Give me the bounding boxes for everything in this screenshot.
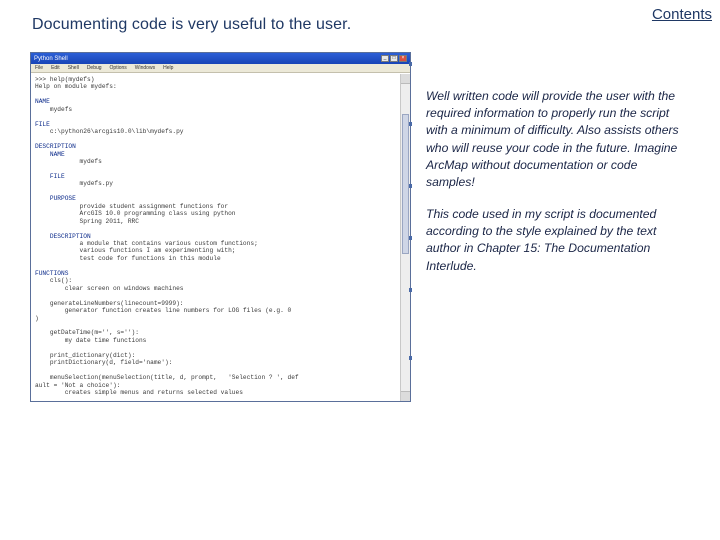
shell-line: NAME bbox=[35, 150, 65, 158]
shell-line bbox=[35, 225, 396, 232]
shell-line: mydefs bbox=[35, 105, 73, 113]
shell-line bbox=[35, 136, 396, 143]
shell-line: FILE bbox=[35, 172, 65, 180]
contents-link[interactable]: Contents bbox=[651, 6, 712, 23]
shell-line bbox=[35, 367, 396, 374]
minimize-icon: _ bbox=[381, 55, 389, 62]
shell-line: FILE bbox=[35, 120, 50, 128]
shell-line: DESCRIPTION bbox=[35, 232, 91, 240]
shell-line: FUNCTIONS bbox=[35, 269, 69, 277]
shell-line: my date time functions bbox=[35, 336, 147, 344]
edge-mark bbox=[409, 288, 412, 292]
shell-line: mydefs.py bbox=[35, 180, 113, 188]
shell-line: various functions I am experimenting with; bbox=[35, 247, 236, 255]
paragraph-documentation-benefits: Well written code will provide the user with the required information to properly run the script with a minimum of difficulty. Also assists others who will reuse your code in the future. Imagine ArcMap without documentation or code samples! bbox=[426, 89, 679, 190]
background-window-edge bbox=[409, 56, 413, 396]
shell-line bbox=[35, 113, 396, 120]
shell-line: clear screen on windows machines bbox=[35, 284, 184, 292]
edge-mark bbox=[409, 122, 412, 126]
shell-line: ) bbox=[35, 314, 39, 322]
window-controls bbox=[381, 55, 407, 62]
shell-window-title: Python Shell bbox=[34, 55, 68, 62]
shell-line bbox=[35, 165, 396, 172]
edge-mark bbox=[409, 184, 412, 188]
shell-line: printDictionary(d, field='name'): bbox=[35, 359, 173, 367]
shell-line: ArcGIS 10.0 programming class using python bbox=[35, 210, 236, 218]
shell-line: creates simple menus and returns selected values bbox=[35, 389, 243, 397]
shell-line: Spring 2011, RRC bbox=[35, 217, 139, 225]
shell-output bbox=[31, 74, 400, 401]
maximize-icon: □ bbox=[390, 55, 398, 62]
shell-line: menuSelection(menuSelection(title, d, prompt, 'Selection ? ', def bbox=[35, 374, 299, 382]
edge-mark bbox=[409, 236, 412, 240]
shell-line bbox=[35, 188, 396, 195]
shell-line: a module that contains various custom functions; bbox=[35, 239, 258, 247]
shell-menu-item: Help bbox=[163, 65, 174, 71]
shell-titlebar bbox=[31, 53, 410, 64]
shell-line: cls(): bbox=[35, 277, 73, 285]
shell-menu-item: Windows bbox=[134, 65, 156, 71]
paragraph-documentation-style: This code used in my script is documented according to the style explained by the text author in Chapter 15: The Documentation Interlude. bbox=[426, 207, 657, 273]
shell-line: mydefs bbox=[35, 157, 102, 165]
edge-mark bbox=[409, 356, 412, 360]
shell-line: DESCRIPTION bbox=[35, 143, 76, 151]
shell-line bbox=[35, 262, 396, 269]
shell-menubar bbox=[31, 64, 410, 73]
shell-menu-item: Shell bbox=[67, 65, 79, 71]
shell-line: provide student assignment functions for bbox=[35, 202, 229, 210]
shell-line: PURPOSE bbox=[35, 195, 76, 203]
shell-line: print_dictionary(dict): bbox=[35, 351, 136, 359]
shell-line bbox=[35, 91, 396, 98]
shell-line: c:\python26\arcgis10.0\lib\mydefs.py bbox=[35, 128, 184, 136]
shell-line: generateLineNumbers(linecount=9999): bbox=[35, 299, 184, 307]
shell-line: getDateTime(m='', s=''): bbox=[35, 329, 139, 337]
shell-line bbox=[35, 344, 396, 351]
python-shell-screenshot bbox=[30, 52, 411, 402]
edge-mark bbox=[409, 62, 412, 66]
shell-line: >>> help(mydefs) bbox=[35, 76, 95, 83]
shell-menu-item: Options bbox=[109, 65, 127, 71]
shell-menu-item: Debug bbox=[86, 65, 102, 71]
shell-line: Help on module mydefs: bbox=[35, 83, 117, 91]
shell-line: generator function creates line numbers for LOG files (e.g. 0 bbox=[35, 307, 292, 315]
shell-menu-item: File bbox=[35, 65, 44, 71]
shell-line: NAME bbox=[35, 98, 50, 106]
scroll-thumb bbox=[402, 114, 409, 254]
shell-line bbox=[35, 322, 396, 329]
shell-menu-item: Edit bbox=[51, 65, 60, 71]
close-icon: × bbox=[399, 55, 407, 62]
shell-line bbox=[35, 292, 396, 299]
slide-title: Documenting code is very useful to the user. bbox=[32, 16, 352, 33]
shell-line: ault = 'Not a choice'): bbox=[35, 381, 121, 389]
shell-line: test code for functions in this module bbox=[35, 254, 221, 262]
